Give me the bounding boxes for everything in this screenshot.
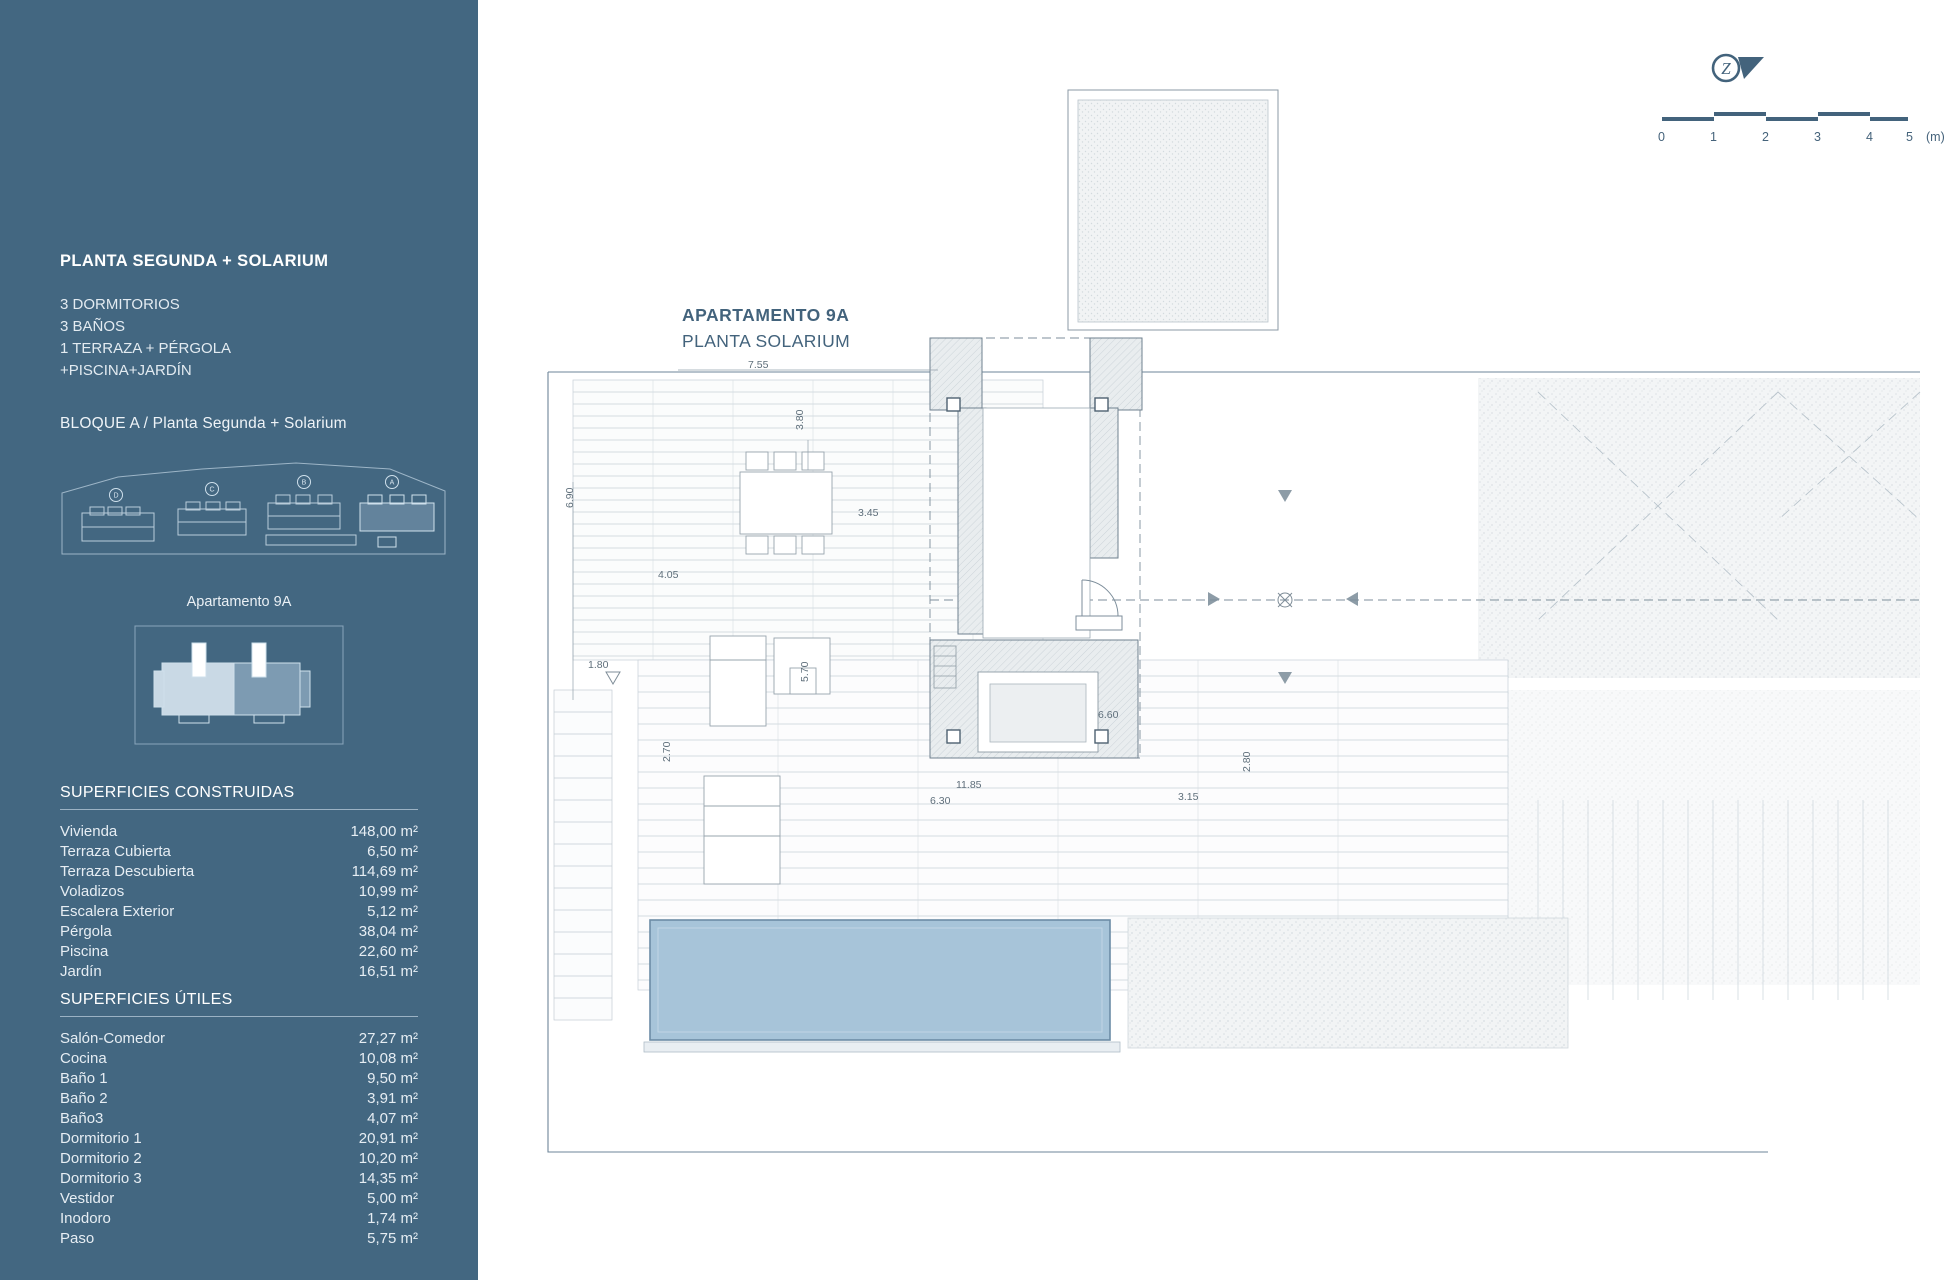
area-label: Voladizos: [60, 882, 125, 900]
keyplan-marker-c: C: [209, 486, 215, 494]
dimension-label: 4.05: [658, 569, 679, 581]
area-label: Baño 1: [60, 1069, 108, 1087]
table-row: [60, 1088, 418, 1108]
drawing-title-apartment: APARTAMENTO 9A: [682, 305, 850, 325]
table-row: [60, 1028, 418, 1048]
areas-table-construidas: [60, 821, 418, 981]
area-label: Baño3: [60, 1109, 104, 1127]
area-label: Jardín: [60, 962, 102, 980]
area-label: Dormitorio 1: [60, 1129, 142, 1147]
area-value: 148,00 m²: [350, 822, 418, 840]
table-row: [60, 1068, 418, 1088]
area-label: Vivienda: [60, 822, 118, 840]
apartment-caption: Apartamento 9A: [186, 594, 292, 611]
arrow-marker: [1278, 490, 1292, 502]
keyplan-marker-a: A: [389, 479, 395, 487]
table-row: [60, 821, 418, 841]
area-value: 5,12 m²: [367, 902, 418, 920]
table-row: [60, 941, 418, 961]
area-label: Paso: [60, 1229, 95, 1247]
dimension-label: 3.45: [858, 507, 879, 519]
keyplan-marker-b: B: [301, 479, 307, 487]
area-value: 20,91 m²: [358, 1129, 418, 1147]
area-label: Cocina: [60, 1049, 107, 1067]
area-value: 22,60 m²: [358, 942, 418, 960]
arrow-marker: [1208, 592, 1220, 606]
area-label: Terraza Descubierta: [60, 862, 195, 880]
apartment-keyplan[interactable]: [60, 620, 418, 750]
table-row: [60, 961, 418, 981]
table-row: [60, 861, 418, 881]
table-row: [60, 1208, 418, 1228]
drawing-title-floor: PLANTA SOLARIUM: [682, 331, 851, 351]
area-label: Piscina: [60, 942, 109, 960]
keyplan-marker-d: D: [113, 492, 119, 500]
scale-tick-3: 3: [1814, 130, 1821, 144]
spec-item: 3 BAÑOS: [60, 318, 126, 336]
area-value: 10,08 m²: [358, 1049, 418, 1067]
area-value: 27,27 m²: [358, 1029, 418, 1047]
table-row: [60, 921, 418, 941]
dimension-label: 1.80: [588, 659, 609, 671]
area-value: 6,50 m²: [367, 842, 418, 860]
area-value: 1,74 m²: [367, 1209, 418, 1227]
dimension-label: 5.70: [799, 661, 811, 682]
table-row: [60, 1188, 418, 1208]
plan-specs: [60, 294, 418, 381]
table-row: [60, 901, 418, 921]
area-label: Terraza Cubierta: [60, 842, 171, 860]
dimension-label: 11.85: [956, 779, 982, 791]
spec-item: +PISCINA+JARDÍN: [60, 361, 192, 379]
floorplan-canvas: [478, 0, 1945, 1280]
svg-text:Z: Z: [1721, 59, 1731, 78]
area-label: Inodoro: [60, 1209, 111, 1227]
scale-tick-4: 4: [1866, 130, 1873, 144]
area-value: 10,20 m²: [358, 1149, 418, 1167]
spec-item: 3 DORMITORIOS: [60, 296, 180, 314]
plan-title: PLANTA SEGUNDA + SOLARIUM: [60, 252, 329, 270]
area-value: 14,35 m²: [358, 1169, 418, 1187]
dimension-label: 6.60: [1098, 709, 1119, 721]
area-label: Pérgola: [60, 922, 112, 940]
area-value: 9,50 m²: [367, 1069, 418, 1087]
dimension-label: 6.90: [564, 487, 576, 508]
table-row: [60, 1128, 418, 1148]
spec-item: 1 TERRAZA + PÉRGOLA: [60, 339, 232, 357]
dimension-label: 2.80: [1241, 751, 1253, 772]
area-label: Dormitorio 2: [60, 1149, 142, 1167]
area-value: 5,00 m²: [367, 1189, 418, 1207]
apartment-keyplan-svg: [134, 625, 344, 745]
area-label: Baño 2: [60, 1089, 108, 1107]
block-keyplan-svg: [60, 451, 450, 566]
area-value: 4,07 m²: [367, 1109, 418, 1127]
scale-tick-5: 5: [1906, 130, 1913, 144]
scale-tick-1: 1: [1710, 130, 1717, 144]
solarium-floorplan[interactable]: [478, 0, 1920, 1280]
scale-tick-2: 2: [1762, 130, 1769, 144]
table-row: [60, 881, 418, 901]
area-label: Escalera Exterior: [60, 902, 175, 920]
area-value: 5,75 m²: [367, 1229, 418, 1247]
area-value: 10,99 m²: [358, 882, 418, 900]
area-label: Vestidor: [60, 1189, 115, 1207]
table-row: [60, 1108, 418, 1128]
section-heading-construidas: SUPERFICIES CONSTRUIDAS: [60, 784, 418, 810]
dimension-label: 6.30: [930, 795, 951, 807]
dimension-label: 3.15: [1178, 791, 1199, 803]
dimension-label: 7.55: [748, 359, 769, 371]
table-row: [60, 841, 418, 861]
area-label: Dormitorio 3: [60, 1169, 142, 1187]
area-value: 3,91 m²: [367, 1089, 418, 1107]
table-row: [60, 1168, 418, 1188]
areas-table-utiles: [60, 1028, 418, 1248]
table-row: [60, 1228, 418, 1248]
scale-tick-0: 0: [1658, 130, 1665, 144]
dimension-label: 2.70: [661, 741, 673, 762]
section-heading-utiles: SUPERFICIES ÚTILES: [60, 991, 418, 1017]
area-label: Salón-Comedor: [60, 1029, 166, 1047]
table-row: [60, 1048, 418, 1068]
scale-unit: (m): [1926, 130, 1945, 144]
area-value: 16,51 m²: [358, 962, 418, 980]
sidebar: [0, 0, 478, 1280]
area-value: 114,69 m²: [351, 862, 418, 880]
block-label: BLOQUE A / Planta Segunda + Solarium: [60, 415, 347, 433]
block-keyplan[interactable]: [60, 451, 450, 566]
arrow-marker: [1346, 592, 1358, 606]
table-row: [60, 1148, 418, 1168]
dimension-label: 3.80: [794, 409, 806, 430]
area-value: 38,04 m²: [358, 922, 418, 940]
